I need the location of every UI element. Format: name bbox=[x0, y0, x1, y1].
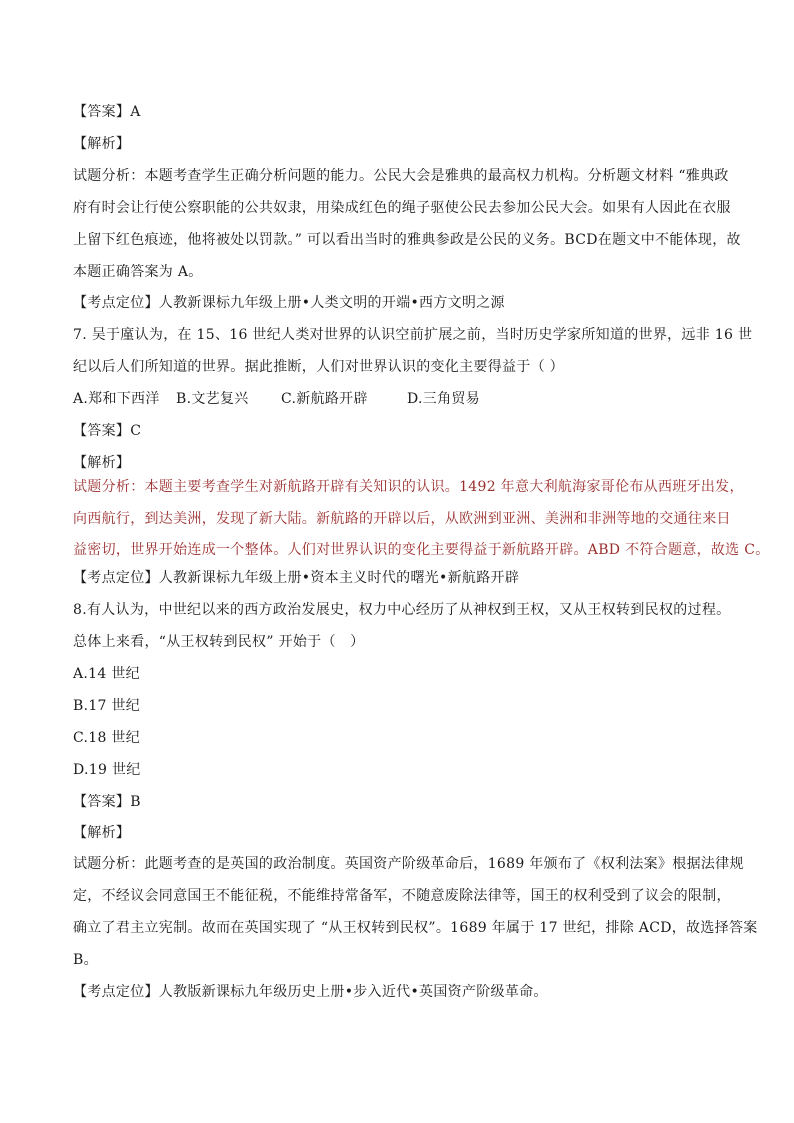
q7-option-d: D.三角贸易 bbox=[407, 391, 480, 407]
q6-answer: 【答案】A bbox=[73, 104, 141, 120]
q7-stem-line: 纪以后人们所知道的世界。据此推断，人们对世界认识的变化主要得益于（ ） bbox=[73, 359, 564, 375]
q7-stem-line: 7. 吴于廑认为，在 15、16 世纪人类对世界的认识空前扩展之前，当时历史学家所知道的世界，远非 16 世 bbox=[73, 327, 753, 343]
q7-analysis-line: 试题分析：本题主要考查学生对新航路开辟有关知识的认识。1492 年意大利航海家哥伦布从西班牙出发， bbox=[73, 479, 744, 495]
q7-analysis-line: 益密切，世界开始连成一个整体。人们对世界认识的变化主要得益于新航路开辟。ABD 不符合题意，故选 C。 bbox=[73, 542, 770, 558]
q7-answer: 【答案】C bbox=[73, 423, 142, 439]
q8-option-b: B.17 世纪 bbox=[73, 698, 141, 714]
q8-analysis-line: 试题分析：此题考查的是英国的政治制度。英国资产阶级革命后，1689 年颁布了《权利法案》根据法律规 bbox=[73, 856, 744, 872]
q6-analysis-line: 上留下红色痕迹，他将被处以罚款。” 可以看出当时的雅典参政是公民的义务。BCD在题文中不能体现，故 bbox=[73, 232, 741, 248]
q7-option-b: B.文艺复兴 bbox=[176, 391, 249, 407]
q8-analysis-line: 定，不经议会同意国王不能征税，不能维持常备军，不随意废除法律等，国王的权利受到了议会的限制， bbox=[73, 888, 731, 904]
q6-analysis-line: 试题分析：本题考查学生正确分析问题的能力。公民大会是雅典的最高权力机构。分析题文材料 “雅典政 bbox=[73, 168, 729, 184]
q8-option-c: C.18 世纪 bbox=[73, 730, 141, 746]
q6-analysis-heading: 【解析】 bbox=[73, 136, 131, 152]
q6-analysis-line: 府有时会让行使公察职能的公共奴隶，用染成红色的绳子驱使公民去参加公民大会。如果有人因此在衣服 bbox=[73, 200, 731, 216]
q7-kaodian: 【考点定位】人教新课标九年级上册•资本主义时代的曙光•新航路开辟 bbox=[73, 570, 520, 586]
q8-answer: 【答案】B bbox=[73, 794, 141, 810]
q7-options bbox=[73, 389, 480, 409]
q7-analysis-line: 向西航行，到达美洲，发现了新大陆。新航路的开辟以后，从欧洲到亚洲、美洲和非洲等地的交通往来日 bbox=[73, 511, 731, 527]
q8-option-a: A.14 世纪 bbox=[73, 666, 140, 682]
q8-option-d: D.19 世纪 bbox=[73, 762, 141, 778]
q6-analysis-line: 本题正确答案为 A。 bbox=[73, 264, 203, 280]
q7-option-a: A.郑和下西洋 bbox=[73, 391, 160, 407]
q8-stem-line: 8.有人认为，中世纪以来的西方政治发展史，权力中心经历了从神权到王权，又从王权转到民权的过程。 bbox=[73, 602, 731, 618]
q8-analysis-heading: 【解析】 bbox=[73, 825, 131, 841]
q6-kaodian: 【考点定位】人教新课标九年级上册•人类文明的开端•西方文明之源 bbox=[73, 295, 505, 311]
q7-option-c: C.新航路开辟 bbox=[281, 391, 368, 407]
q8-stem-line: 总体上来看，“从王权转到民权” 开始于（ ） bbox=[73, 634, 365, 650]
q8-analysis-line: 确立了君主立宪制。故而在英国实现了 “从王权转到民权”。1689 年属于 17 世纪，排除 ACD，故选择答案 bbox=[73, 920, 758, 936]
q7-analysis-heading: 【解析】 bbox=[73, 455, 131, 471]
q8-kaodian: 【考点定位】人教版新课标九年级历史上册•步入近代•英国资产阶级革命。 bbox=[73, 984, 548, 1000]
q8-analysis-line: B。 bbox=[73, 952, 98, 968]
